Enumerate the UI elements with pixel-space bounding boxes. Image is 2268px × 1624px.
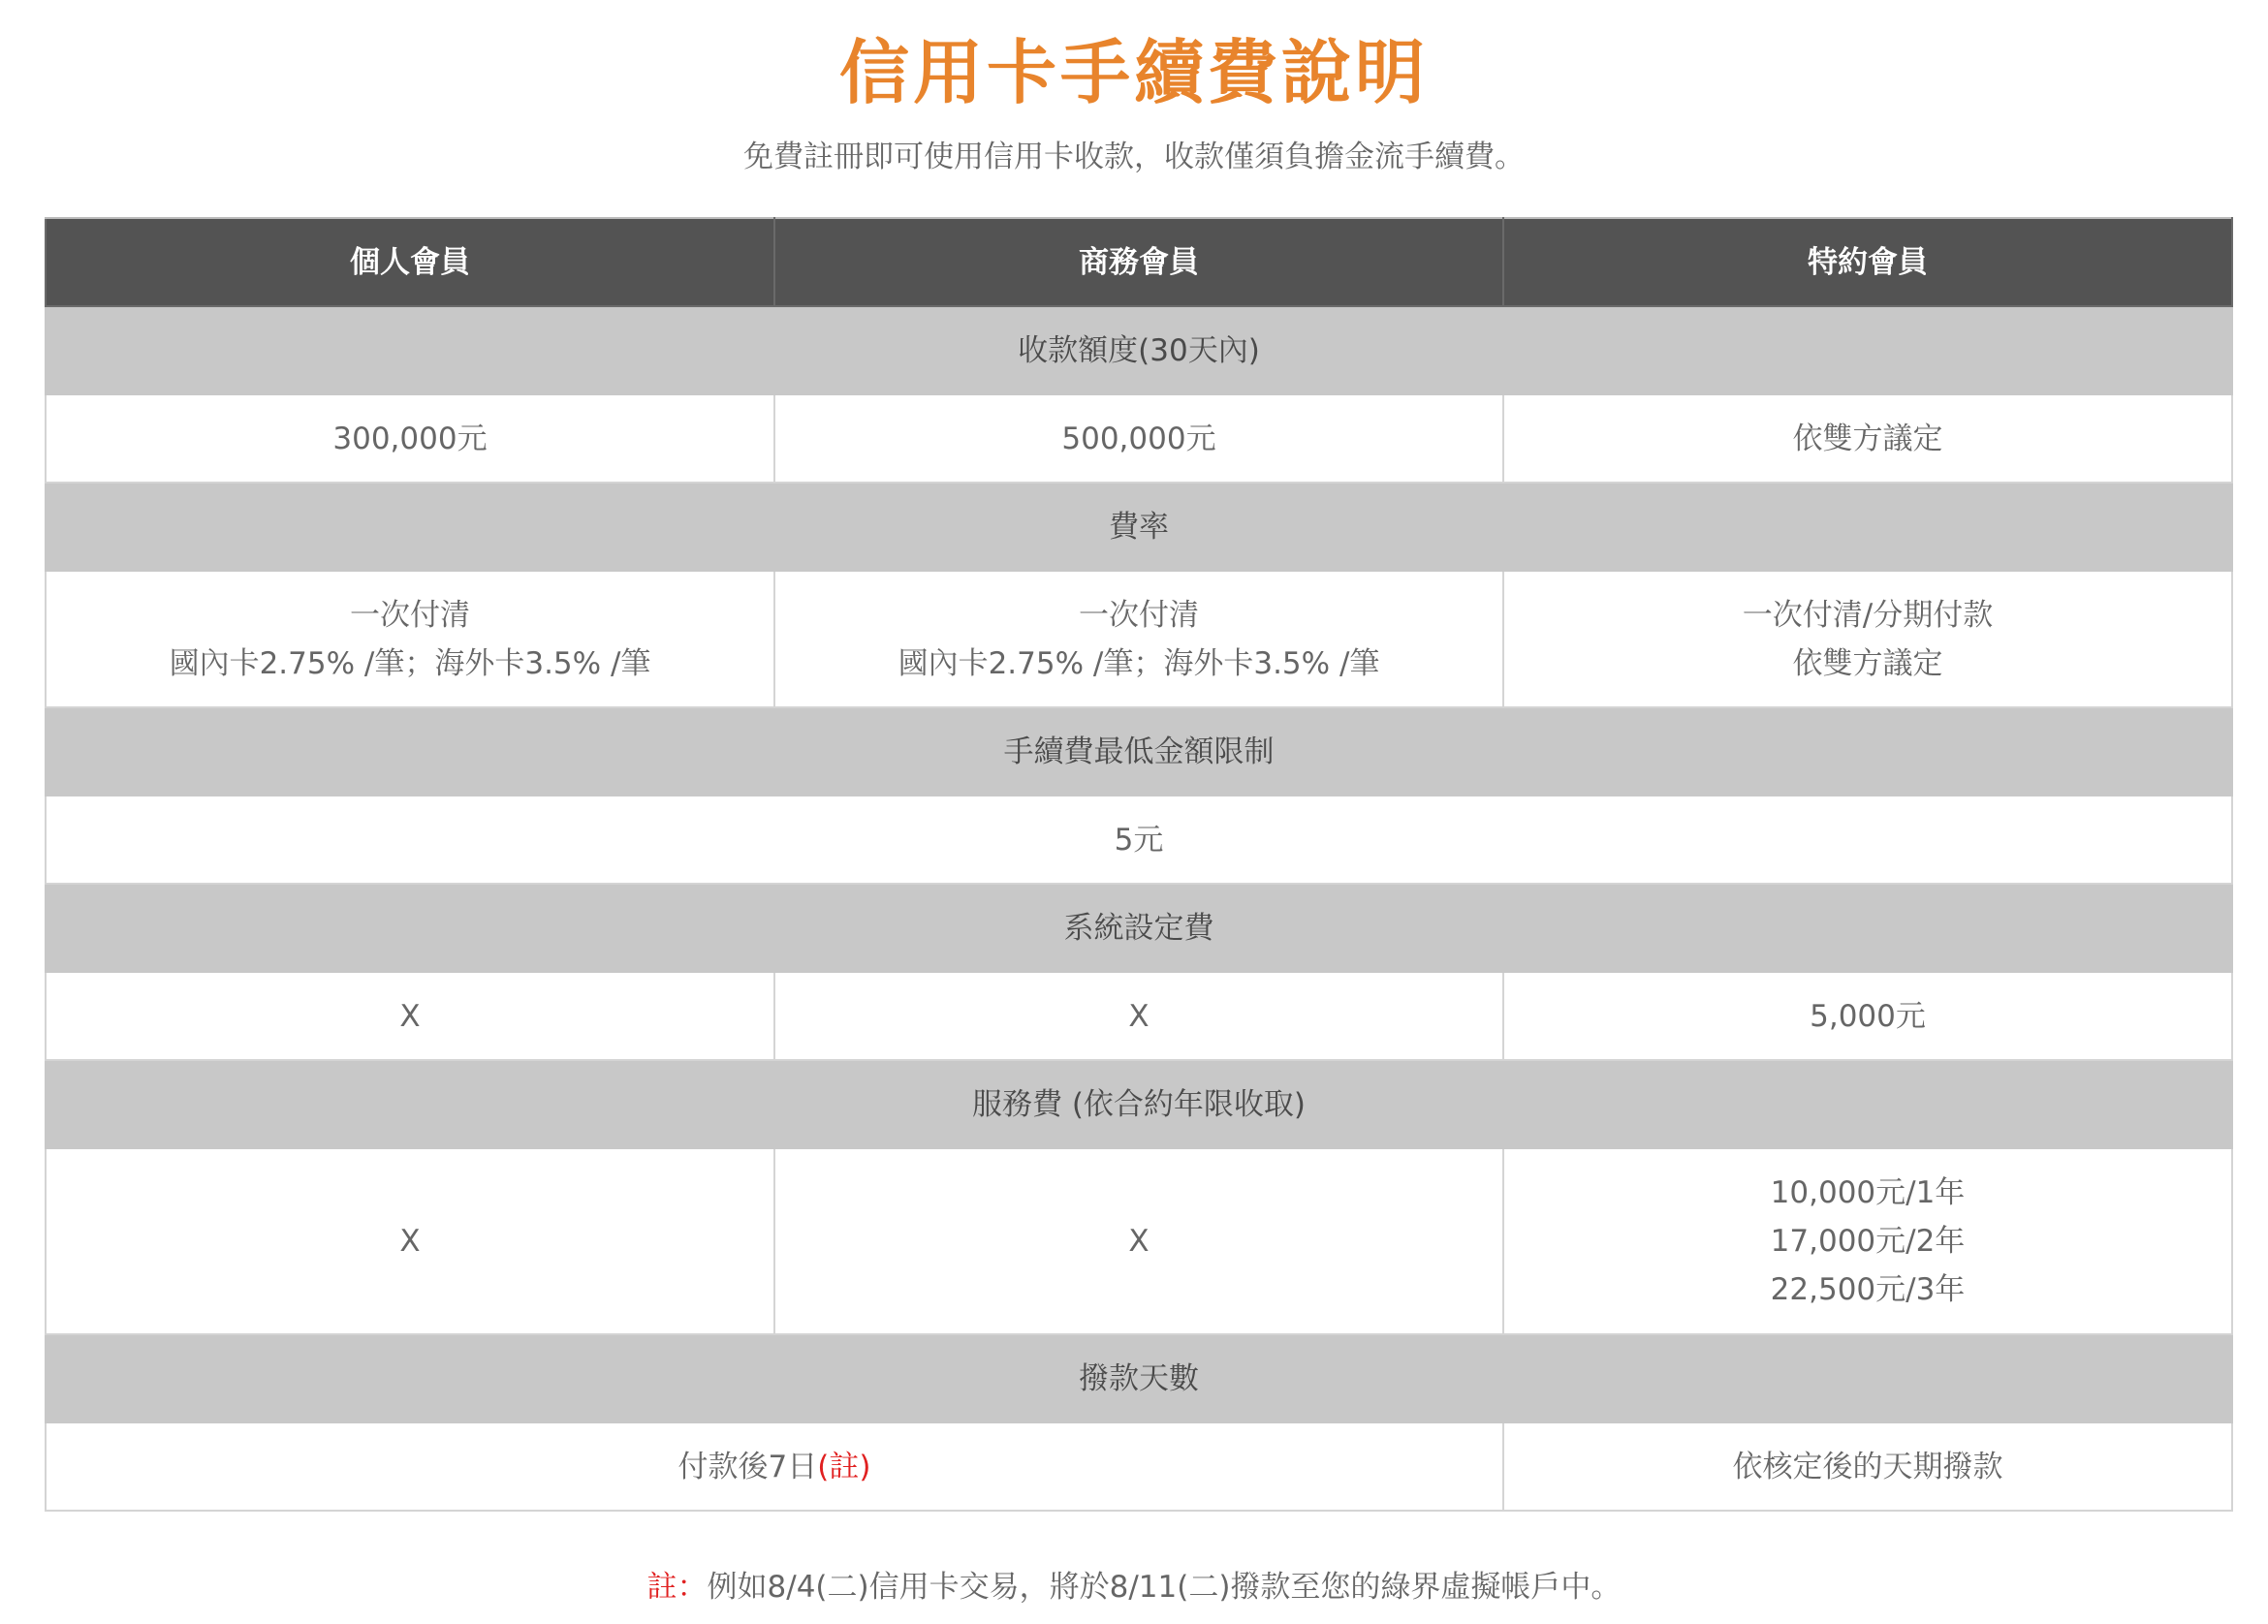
service-special-line-3: 22,500元/3年 <box>1770 1272 1966 1307</box>
rate-business-line-2: 國內卡2.75% /筆；海外卡3.5% /筆 <box>898 645 1380 681</box>
limit-business: 500,000元 <box>774 394 1503 483</box>
header-personal-member: 個人會員 <box>46 218 774 306</box>
payout-days-text: 付款後7日 <box>677 1449 818 1484</box>
section-row-service <box>46 1060 2232 1148</box>
setup-business: X <box>774 972 1503 1060</box>
section-label-rate: 費率 <box>46 483 2232 571</box>
setup-special: 5,000元 <box>1503 972 2232 1060</box>
rate-business <box>774 571 1503 707</box>
page-title: 信用卡手續費說明 <box>838 32 1429 113</box>
service-personal: X <box>46 1148 774 1334</box>
service-special-line-2: 17,000元/2年 <box>1770 1224 1966 1259</box>
service-special <box>1503 1148 2232 1334</box>
value-row-limit <box>46 394 2232 483</box>
payout-personal-business <box>46 1422 1503 1511</box>
section-row-setup <box>46 884 2232 972</box>
value-row-service <box>46 1148 2232 1334</box>
table-header-row <box>46 218 2232 306</box>
fee-table <box>45 217 2233 1512</box>
setup-personal: X <box>46 972 774 1060</box>
minimum-all: 5元 <box>46 796 2232 884</box>
rate-business-line-1: 一次付清 <box>1079 597 1199 633</box>
service-business: X <box>774 1148 1503 1334</box>
payout-note-link[interactable]: (註) <box>817 1449 871 1484</box>
rate-special <box>1503 571 2232 707</box>
page-subtitle: 免費註冊即可使用信用卡收款，收款僅須負擔金流手續費。 <box>743 140 1525 174</box>
section-row-rate <box>46 483 2232 571</box>
section-label-setup: 系統設定費 <box>46 884 2232 972</box>
section-row-payout <box>46 1334 2232 1422</box>
payout-special: 依核定後的天期撥款 <box>1503 1422 2232 1511</box>
section-label-limit: 收款額度(30天內) <box>46 306 2232 394</box>
rate-special-line-1: 一次付清/分期付款 <box>1742 597 1994 633</box>
limit-special: 依雙方議定 <box>1503 394 2232 483</box>
footnote-text: 例如8/4(二)信用卡交易，將於8/11(二)撥款至您的綠界虛擬帳戶中。 <box>707 1570 1622 1605</box>
rate-personal-line-1: 一次付清 <box>350 597 470 633</box>
rate-personal <box>46 571 774 707</box>
section-label-payout: 撥款天數 <box>46 1334 2232 1422</box>
header-special-member: 特約會員 <box>1503 218 2232 306</box>
footnote <box>0 1566 2268 1608</box>
rate-special-line-2: 依雙方議定 <box>1792 645 1943 681</box>
service-special-line-1: 10,000元/1年 <box>1770 1175 1966 1210</box>
section-label-minimum: 手續費最低金額限制 <box>46 707 2232 796</box>
section-row-minimum <box>46 707 2232 796</box>
value-row-payout <box>46 1422 2232 1511</box>
section-row-limit <box>46 306 2232 394</box>
value-row-setup <box>46 972 2232 1060</box>
header-business-member: 商務會員 <box>774 218 1503 306</box>
value-row-minimum <box>46 796 2232 884</box>
footnote-label: 註： <box>646 1570 708 1605</box>
rate-personal-line-2: 國內卡2.75% /筆；海外卡3.5% /筆 <box>169 645 651 681</box>
value-row-rate <box>46 571 2232 707</box>
section-label-service: 服務費 (依合約年限收取) <box>46 1060 2232 1148</box>
limit-personal: 300,000元 <box>46 394 774 483</box>
